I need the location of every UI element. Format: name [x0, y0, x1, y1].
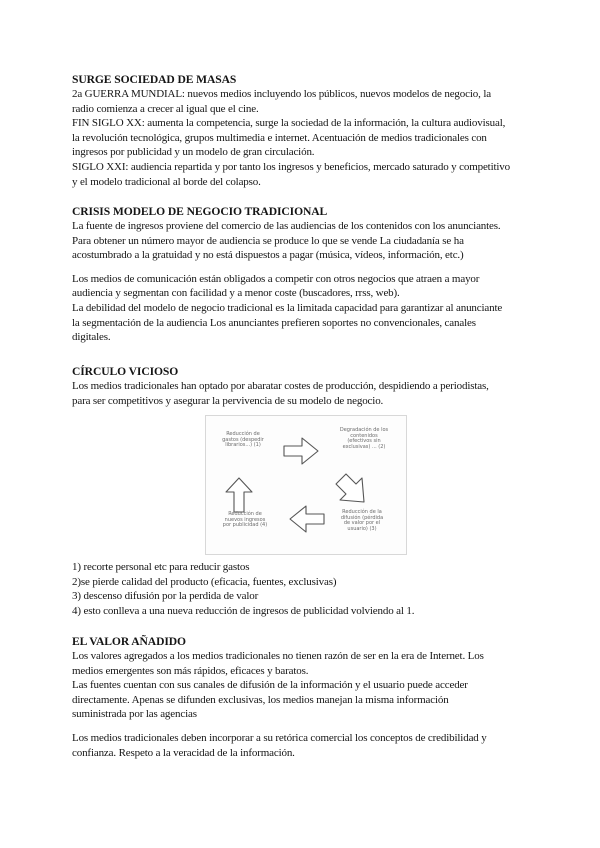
paragraph-line: la revolución tecnológica, grupos multimedia e internet. Acentuación de medios tradicionales con [72, 131, 487, 144]
arrow-left-icon [290, 506, 324, 532]
arrow-down-icon [336, 474, 364, 502]
list-item: 3) descenso difusión por la perdida de valor [72, 590, 259, 603]
section-valor [72, 634, 532, 760]
paragraph-line: suministrada por las agencias [72, 708, 197, 721]
heading-circulo: CÍRCULO VICIOSO [72, 365, 179, 378]
paragraph-line: Los medios tradicionales han optado por abaratar costes de producción, despidiendo a periodistas, [72, 380, 489, 392]
paragraph-line: y el modelo tradicional al borde del colapso. [72, 175, 261, 188]
heading-crisis: CRISIS MODELO DE NEGOCIO TRADICIONAL [72, 205, 328, 218]
diagram-label-4: Reducción de nuevos ingresos por publicidad (4) [222, 511, 268, 529]
paragraph-line: audiencia y segmentan con facilidad y a menor coste (buscadores, rrss, web). [72, 287, 400, 300]
list-item: 4) esto conlleva a una nueva reducción de ingresos de publicidad volviendo al 1. [72, 604, 415, 617]
paragraph-line: ingresos por publicidad y un modelo de gran circulación. [72, 146, 315, 159]
circulo-list [72, 560, 532, 618]
paragraph-line: confianza. Respeto a la veracidad de la información. [72, 746, 295, 759]
paragraph-line: para ser competitivos y asegurar la pervivencia de su modelo de negocio. [72, 394, 384, 407]
section-masas [72, 72, 532, 189]
paragraph-line: acostumbrado a la gratuidad y no está dispuestos a pagar (música, vídeos, información, etc.) [72, 249, 464, 262]
heading-masas: SURGE SOCIEDAD DE MASAS [72, 73, 237, 86]
diagram-label-2: Degradación de los contenidos (efectivos sin exclusivas) ... (2) [339, 427, 389, 450]
paragraph-line: La fuente de ingresos proviene del comercio de las audiencias de los contenidos con los anunciantes. [72, 220, 501, 232]
paragraph-line: la segmentación de la audiencia Los anunciantes prefieren soportes no convencionales, canales [72, 316, 476, 329]
paragraph-line: Para obtener un número mayor de audiencia se produce lo que se vende La ciudadanía se ha [72, 234, 464, 247]
paragraph-line: Los medios tradicionales deben incorporar a su retórica comercial los conceptos de credibilidad y [72, 731, 487, 744]
diagram-label-3: Reducción de la difusión (pérdida de valor por el usuario) (3) [340, 509, 384, 532]
paragraph-line: directamente. Apenas se difunden exclusivas, los medios manejan la misma información [72, 693, 449, 706]
paragraph-line: Los valores agregados a los medios tradicionales no tienen razón de ser en la era de Internet. Los [72, 650, 484, 662]
paragraph-line: digitales. [72, 331, 111, 344]
section-circulo [72, 364, 532, 408]
paragraph-line: Los medios de comunicación están obligados a competir con otros negocios que atraen a mayor [72, 272, 480, 285]
vicious-circle-diagram [205, 415, 407, 555]
paragraph-line: SIGLO XXI: audiencia repartida y por tanto los ingresos y beneficios, mercado saturado y competitivo [72, 160, 511, 173]
paragraph-line: La debilidad del modelo de negocio tradicional es la limitada capacidad para garantizar al anunciante [72, 301, 503, 314]
paragraph-line: FIN SIGLO XX: aumenta la competencia, surge la sociedad de la información, la cultura audiovisual, [72, 117, 506, 130]
arrow-up-icon [226, 478, 252, 512]
section-crisis [72, 204, 532, 345]
paragraph-line: radio comienza a crecer al igual que el cine. [72, 102, 259, 115]
list-item: 1) recorte personal etc para reducir gastos [72, 561, 250, 573]
heading-valor: EL VALOR AÑADIDO [72, 635, 186, 648]
diagram-label-1: Reducción de gastos (despedir librarios...) (1) [222, 431, 264, 449]
paragraph-line: medios emergentes son más rápidos, eficaces y baratos. [72, 664, 309, 677]
list-item: 2)se pierde calidad del producto (eficacia, fuentes, exclusivas) [72, 575, 337, 588]
arrow-right-icon [284, 438, 318, 464]
paragraph-line: Las fuentes cuentan con sus canales de difusión de la información y el usuario puede acceder [72, 679, 468, 692]
paragraph-line: 2a GUERRA MUNDIAL: nuevos medios incluyendo los públicos, nuevos modelos de negocio, la [72, 88, 491, 100]
